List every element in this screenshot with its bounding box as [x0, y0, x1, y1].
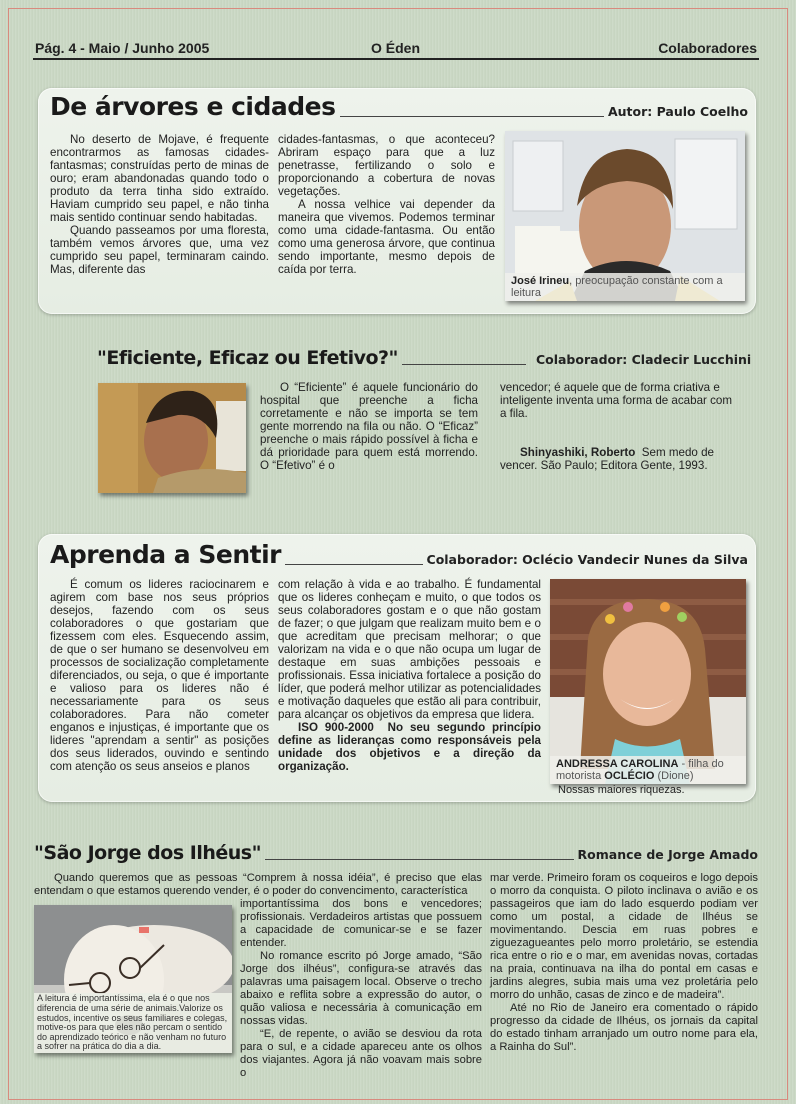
- title-rule: [340, 116, 604, 117]
- iso-paragraph: [278, 721, 541, 773]
- caption-text: - filha do motorista: [556, 758, 724, 782]
- article-column: [260, 381, 478, 472]
- iso-label: ISO 900-2000: [298, 721, 374, 734]
- article-title-row: [34, 842, 758, 864]
- article-intro: [34, 872, 482, 898]
- reference-text: Sem medo de vencer. São Paulo; Editora Gente, 1993.: [500, 446, 714, 472]
- paragraph: Quando passeamos por uma floresta, também vemos árvores que, uma vez cumprido seu papel, terminaram caindo. Mas, diferente das: [50, 224, 269, 276]
- article-column: [278, 133, 495, 276]
- article-title: "São Jorge dos Ilhéus": [34, 842, 261, 864]
- article-title: Aprenda a Sentir: [50, 540, 281, 569]
- caption-text-2: (Dione): [654, 770, 694, 782]
- article-column: [50, 578, 269, 773]
- section-name: Colaboradores: [658, 40, 757, 56]
- portrait-image: [98, 383, 246, 493]
- caption-name: ANDRESSA CAROLINA: [556, 758, 679, 770]
- photo-andressa: [550, 579, 746, 784]
- photo-caption-extra: Nossas maiores riquezas.: [558, 784, 685, 796]
- article-column: [278, 578, 541, 773]
- page-header: [33, 38, 759, 60]
- article-title: De árvores e cidades: [50, 92, 336, 121]
- paragraph: No deserto de Mojave, é frequente encontrarmos as famosas cidades-fantasmas; construídas perto de minas de ouro; eram abandonadas quando todo o produto da terra tinha sido extraído. Haviam cumprido seu papel, e não tinha mais sentido continuar sendo habitadas.: [50, 133, 269, 224]
- paragraph: É comum os lideres raciocinarem e agirem com base nos seus próprios desejos, fazendo com os seus colaboradores o que gostariam que fizessem com eles. Esquecendo assim, de que o ser humano se desenvolveu em processos de socialização completamente diferenciados, ou seja, o que é importante e valioso para os lideres não é necessariamente para os seus colaboradores. Para não cometer enganos e injustiças, é importante que os lideres "aprendam a sentir" as posições dos seus liderados, ouvindo e sentindo com atenção os seus anseios e planos: [50, 578, 269, 773]
- article-title-row: [97, 347, 752, 369]
- reference: [500, 446, 740, 472]
- title-rule: [285, 564, 423, 565]
- paragraph: importantíssima dos bons e vencedores; profissionais. Verdadeiros artistas que possuem a capacidade de comunicar-se e se fazer entender.: [240, 898, 482, 949]
- paragraph: No romance escrito pó Jorge amado, “São Jorge dos ilhéus”, configura-se através das palavras uma paisagem local. Observe o trecho abaixo e reflita sobre a expressão do autor, o quão valiosa e necessária à comunicação em nossas vidas.: [240, 950, 482, 1027]
- photo-cladecir: [98, 383, 246, 493]
- paragraph: mar verde. Primeiro foram os coqueiros e logo depois o morro da conquista. O piloto inclinava o avião e os passageiros que iam do lado esquerdo podiam ver como um postal, a cidade de Ilhéus se movimentando. Descia em ruas pobres e ziguezagueantes pelo morro proletário, se estendia rica entre o rio e o mar, em avenidas novas, cortadas na praia, continuava na ilha do pontal em casas e jardins alegres, subia mais uma vez proletária pelo morro do unhão, casas de zinco e de madeira”.: [490, 872, 758, 1001]
- reference-author: Shinyashiki, Roberto: [520, 446, 636, 459]
- paragraph: O “Eficiente” é aquele funcionário do hospital que preenche a ficha corretamente e não se importa se tem gente morrendo na fila ou não. O “Eficaz” preenche o mais rápido possível à ficha e dá prioridade para quem está morrendo. O “Efetivo” é o: [260, 381, 478, 472]
- caption-name: José Irineu: [511, 275, 570, 287]
- caption-name-2: OCLÉCIO: [604, 770, 655, 782]
- paragraph: Quando queremos que as pessoas “Comprem à nossa idéia”, é preciso que elas entendam o que estamos querendo vender, é o poder do convencimento, característica: [34, 872, 482, 897]
- article-byline: Autor: Paulo Coelho: [607, 104, 748, 119]
- article-column: [490, 872, 758, 1054]
- page-info: Pág. 4 - Maio / Junho 2005: [35, 40, 210, 56]
- paragraph: A nossa velhice vai depender da maneira que vivemos. Podemos terminar como uma cidade-fantasma. Ou então como uma generosa árvore, que continua sendo importante, mesmo depois de caída por terra.: [278, 198, 495, 276]
- title-rule: [265, 859, 574, 860]
- publication-name: O Éden: [371, 40, 421, 56]
- article-column: [50, 133, 269, 276]
- article-byline: Colaborador: Cladecir Lucchini: [535, 352, 752, 367]
- paragraph: cidades-fantasmas, o que aconteceu? Abriram espaço para que a luz penetrasse, fertilizando o solo e proporcionando a cobertura de novas vegetações.: [278, 133, 495, 198]
- caption-text: , preocupação constante com a leitura: [511, 275, 723, 299]
- article-byline: Romance de Jorge Amado: [577, 847, 758, 862]
- article-column: [500, 381, 740, 472]
- paragraph: “E, de repente, o avião se desviou da rota para o sul, e a cidade apareceu ante os olhos dos viajantes. Agora já não voavam mais sobre o: [240, 1028, 482, 1079]
- paragraph: com relação à vida e ao trabalho. É fundamental que os lideres conheçam e muito, o que todos os seus colaboradores gostam e o que não gostam de fazer; o que julgam que realizam muito bem e o que acreditam que precisam melhorar; o que valorizam na vida e o que não ocupa um lugar de destaque em suas ambições pessoais e profissionais. Essa iniciativa fortalece a posição do líder, que poderá melhor utilizar as potencialidades e motivação daqueles que estão ali para contribuir, para alcançar os objetivos da empresa que lidera.: [278, 578, 541, 721]
- photo-caption: [505, 273, 745, 301]
- article-column: [240, 898, 482, 1080]
- photo-caption: [550, 756, 746, 784]
- article-title: "Eficiente, Eficaz ou Efetivo?": [97, 347, 398, 369]
- paragraph: Até no Rio de Janeiro era comentado o rápido progresso da cidade de Ilhéus, os jornais da capital do estado tinham arranjado um outro nome para ela, a Rainha do Sul”.: [490, 1002, 758, 1053]
- photo-caption: A leitura é importantíssima, ela é o que nos diferencia de uma série de animais.Valorize os estudos, incentive os seus familiares e colegas, motive-os para que eles não percam o sentido do aprendizado teórico e não venham no futuro a sofrer na prática do dia a dia.: [34, 993, 232, 1053]
- photo-jose-irineu: [505, 131, 745, 301]
- title-rule: [402, 364, 526, 365]
- photo-dog: [34, 905, 232, 1053]
- paragraph: vencedor; é aquele que de forma criativa e inteligente inventa uma forma de acabar com a fila.: [500, 381, 733, 420]
- article-byline: Colaborador: Oclécio Vandecir Nunes da Silva: [426, 552, 748, 567]
- portrait-image: [550, 579, 746, 784]
- article-title-row: [50, 540, 748, 569]
- article-title-row: [50, 92, 748, 121]
- iso-text: No seu segundo princípio define as lideranças como responsáveis pela unidade dos objetivos e a direção da organização.: [278, 721, 541, 773]
